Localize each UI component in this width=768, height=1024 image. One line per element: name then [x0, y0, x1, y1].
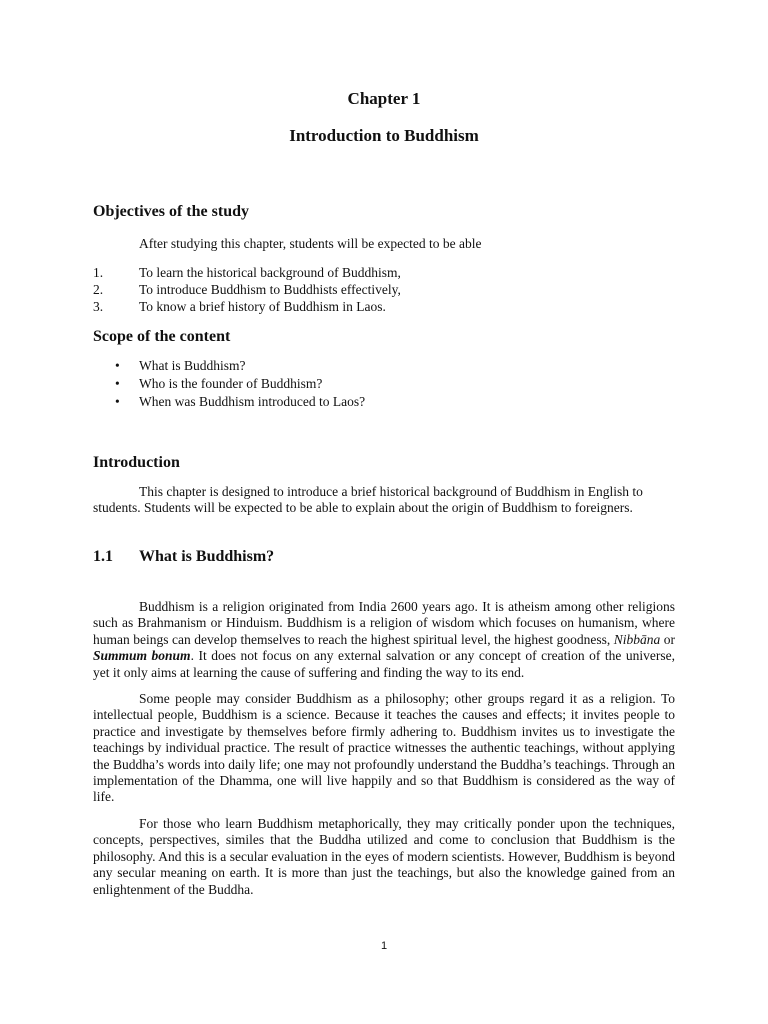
list-number: 2. — [93, 282, 104, 297]
page-number: 1 — [380, 940, 388, 952]
list-item — [93, 357, 365, 375]
objectives-lead: After studying this chapter, students will be expected to be able — [139, 236, 482, 251]
introduction-heading: Introduction — [93, 454, 180, 471]
paragraph-text: Buddhism is a religion originated from India 2600 years ago. It is atheism among other religions such as Brahmanism or Hinduism. Buddhism is a religion of wisdom which focuses on humanism, where human beings can develop themselves to reach the highest spiritual level, the highest goodness, — [93, 599, 675, 647]
section-body — [93, 599, 675, 898]
paragraph-text: . It does not focus on any external salvation or any concept of creation of the universe, yet it only aims at learning the cause of suffering and finding the way to its end. — [93, 648, 676, 680]
bullet-icon: • — [115, 376, 120, 391]
section-number: 1.1 — [93, 548, 113, 565]
list-number: 1. — [93, 265, 104, 280]
chapter-label: Chapter 1 — [347, 89, 421, 108]
list-number: 3. — [93, 299, 104, 314]
list-text: To learn the historical background of Buddhism, — [139, 265, 401, 280]
objectives-list — [93, 264, 401, 315]
section-heading — [93, 548, 274, 566]
introduction-paragraph — [93, 484, 675, 517]
paragraph-1 — [93, 599, 675, 681]
connector-text: or — [660, 631, 676, 647]
scope-heading: Scope of the content — [93, 328, 231, 345]
paragraph-text: This chapter is designed to introduce a brief historical background of Buddhism in English to students. Students will be expected to be able to explain about the origin of Buddhism to foreigners. — [93, 484, 643, 516]
term-summum-bonum: Summum bonum — [93, 648, 191, 664]
bullet-icon: • — [115, 358, 120, 373]
bullet-icon: • — [115, 394, 120, 409]
list-item — [93, 264, 401, 281]
list-text: To know a brief history of Buddhism in Laos. — [139, 299, 386, 314]
list-item — [93, 281, 401, 298]
paragraph-3: For those who learn Buddhism metaphorically, they may critically ponder upon the techniques, concepts, perspectives, similes that the Buddha utilized and come to conclusion that Buddhism is the philosophy. And this is a secular evaluation in the eyes of modern scientists. However, Buddhism is beyond any secular meaning on earth. It is more than just the teachings, but also the knowledge gained from an enlightenment of the Buddha. — [93, 815, 675, 897]
list-text: To introduce Buddhism to Buddhists effectively, — [139, 282, 401, 297]
paragraph-2: Some people may consider Buddhism as a philosophy; other groups regard it as a religion. To intellectual people, Buddhism is a science. Because it teaches the causes and effects; it invites people to practice and investigate by themselves before firmly adhering to. Buddhism invites us to investigate the teachings by individual practice. The result of practice witnesses the authentic teachings, without applying the Buddha’s words into daily life; one may not profoundly understand the Buddha’s teachings. Through an implementation of the Dhamma, one will live happily and so that Buddhism is considered as the way of life. — [93, 691, 675, 805]
list-item — [93, 375, 365, 393]
scope-list — [93, 357, 365, 411]
term-nibbana: Nibbāna — [613, 631, 661, 647]
list-text: What is Buddhism? — [139, 358, 246, 373]
list-item — [93, 298, 401, 315]
list-text: Who is the founder of Buddhism? — [139, 376, 323, 391]
list-item — [93, 393, 365, 411]
objectives-heading: Objectives of the study — [93, 203, 249, 220]
list-text: When was Buddhism introduced to Laos? — [139, 394, 366, 409]
chapter-title: Introduction to Buddhism — [289, 126, 479, 145]
section-title: What is Buddhism? — [139, 548, 275, 565]
